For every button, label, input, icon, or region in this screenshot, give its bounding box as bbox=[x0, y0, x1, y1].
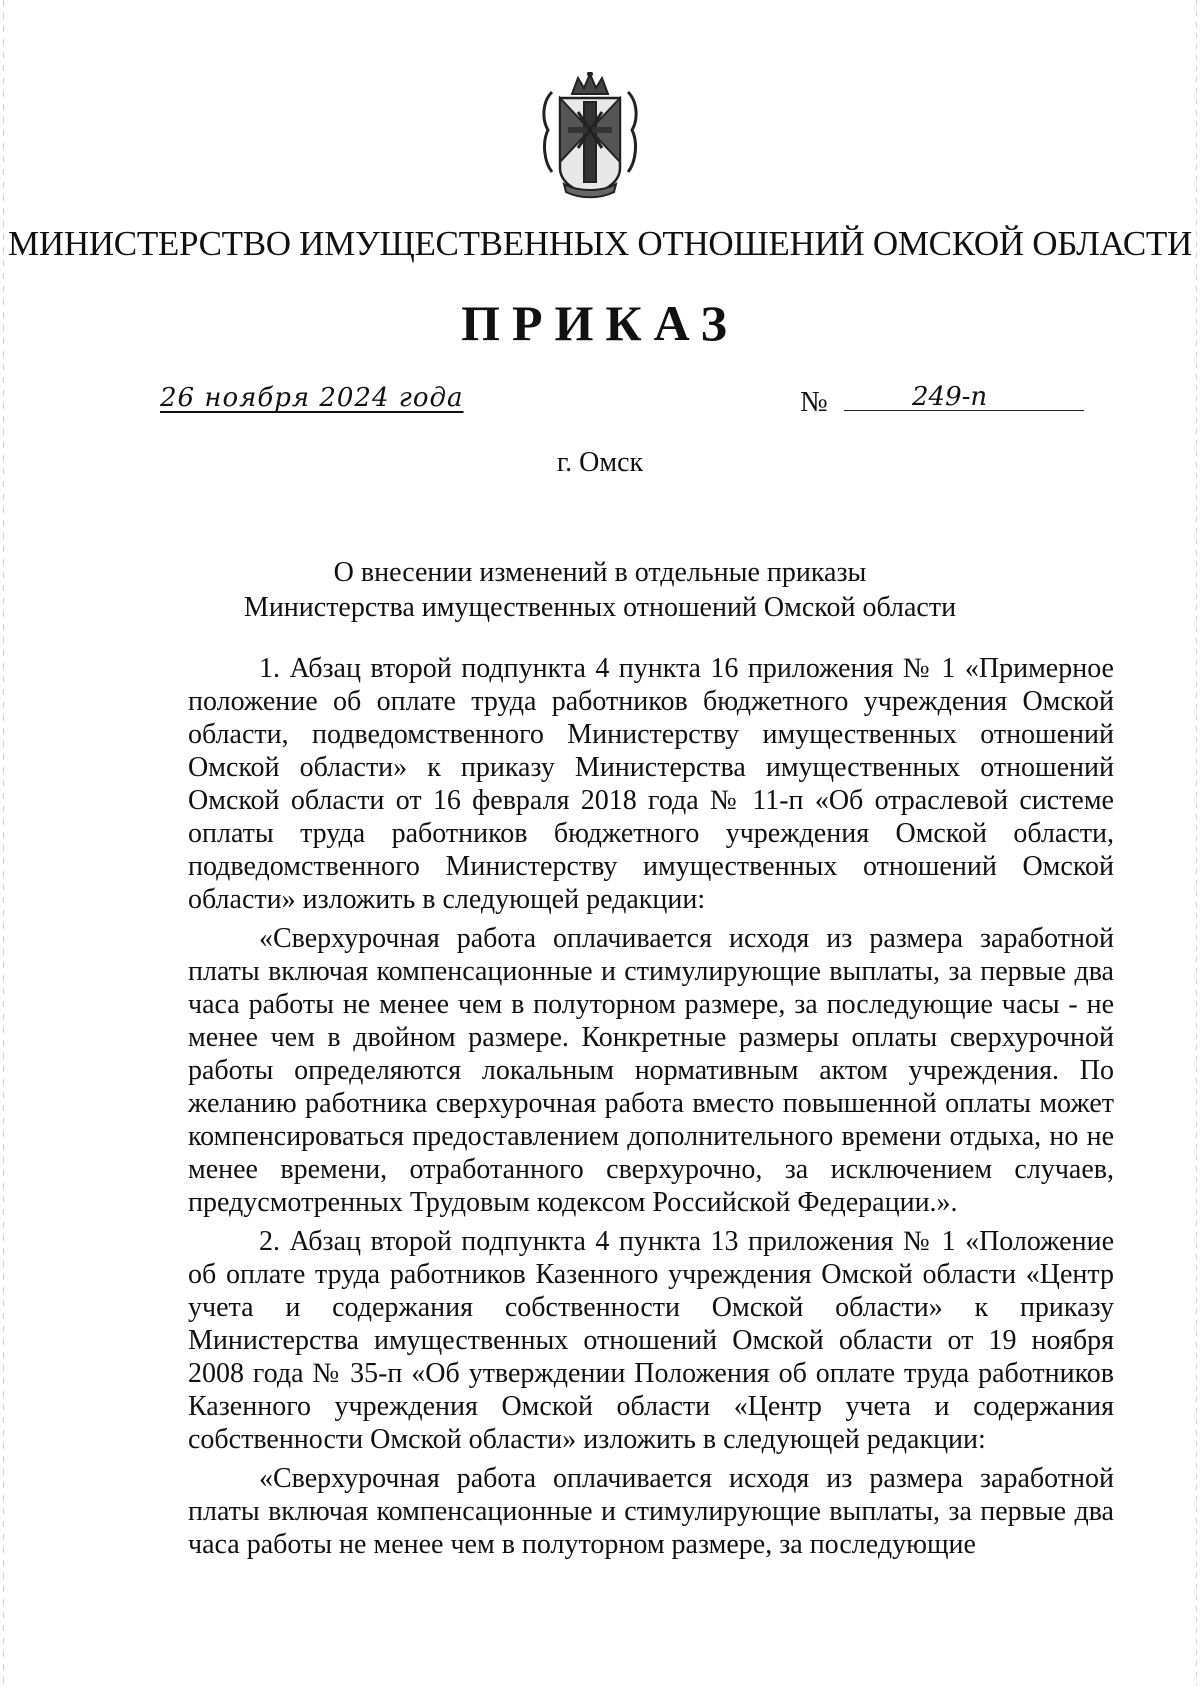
order-subject-line-2: Министерства имущественных отношений Омской области bbox=[243, 592, 957, 623]
order-number-label: № bbox=[800, 386, 828, 418]
paragraph-2-quote: «Сверхурочная работа оплачивается исходя из размера заработной платы включая компенсационные и стимулирующие выплаты, за первые два часа работы не менее чем в полуторном размере, за последующие часы - не менее чем в двойном размере. Конкретные размеры оплаты сверхурочной работы определяются локальным нормативным актом учреждения. По желанию работника сверхурочная работа вместо повышенной оплаты может компенсироваться предоставлением дополнительного времени отдыха, но не менее времени, отработанного сверхурочно, за исключением случаев, предусмотренных Трудовым кодексом Российской Федерации.». bbox=[188, 923, 1114, 1218]
ministry-name: МИНИСТЕРСТВО ИМУЩЕСТВЕННЫХ ОТНОШЕНИЙ ОМСКОЙ ОБЛАСТИ bbox=[8, 224, 1192, 263]
order-subject bbox=[0, 555, 1200, 625]
document-type-title: ПРИКАЗ bbox=[461, 295, 739, 351]
order-subject-line-1: О внесении изменений в отдельные приказы bbox=[333, 557, 867, 588]
paragraph-3: 2. Абзац второй подпункта 4 пункта 13 приложения № 1 «Положение об оплате труда работников Казенного учреждения Омской области «Центр учета и содержания собственности Омской области» к приказу Министерства имущественных отношений Омской области от 19 ноября 2008 года № 35-п «Об утверждении Положения об оплате труда работников Казенного учреждения Омской области «Центр учета и содержания собственности Омской области» изложить в следующей редакции: bbox=[188, 1226, 1114, 1455]
coat-of-arms-emblem bbox=[538, 72, 642, 202]
order-number-handwritten: 249-п bbox=[912, 382, 988, 412]
order-date-handwritten: 26 ноября 2024 года bbox=[160, 383, 464, 413]
city: г. Омск bbox=[556, 447, 644, 478]
paragraph-4-quote: «Сверхурочная работа оплачивается исходя из размера заработной платы включая компенсационные и стимулирующие выплаты, за первые два часа работы не менее чем в полуторном размере, за последующие bbox=[188, 1463, 1114, 1560]
order-body bbox=[188, 652, 1114, 1567]
paragraph-1: 1. Абзац второй подпункта 4 пункта 16 приложения № 1 «Примерное положение об оплате труда работников бюджетного учреждения Омской области, подведомственного Министерству имущественных отношений Омской области» к приказу Министерства имущественных отношений Омской области от 16 февраля 2018 года № 11-п «Об отраслевой системе оплаты труда работников бюджетного учреждения Омской области, подведомственного Министерству имущественных отношений Омской области» изложить в следующей редакции: bbox=[188, 653, 1114, 915]
